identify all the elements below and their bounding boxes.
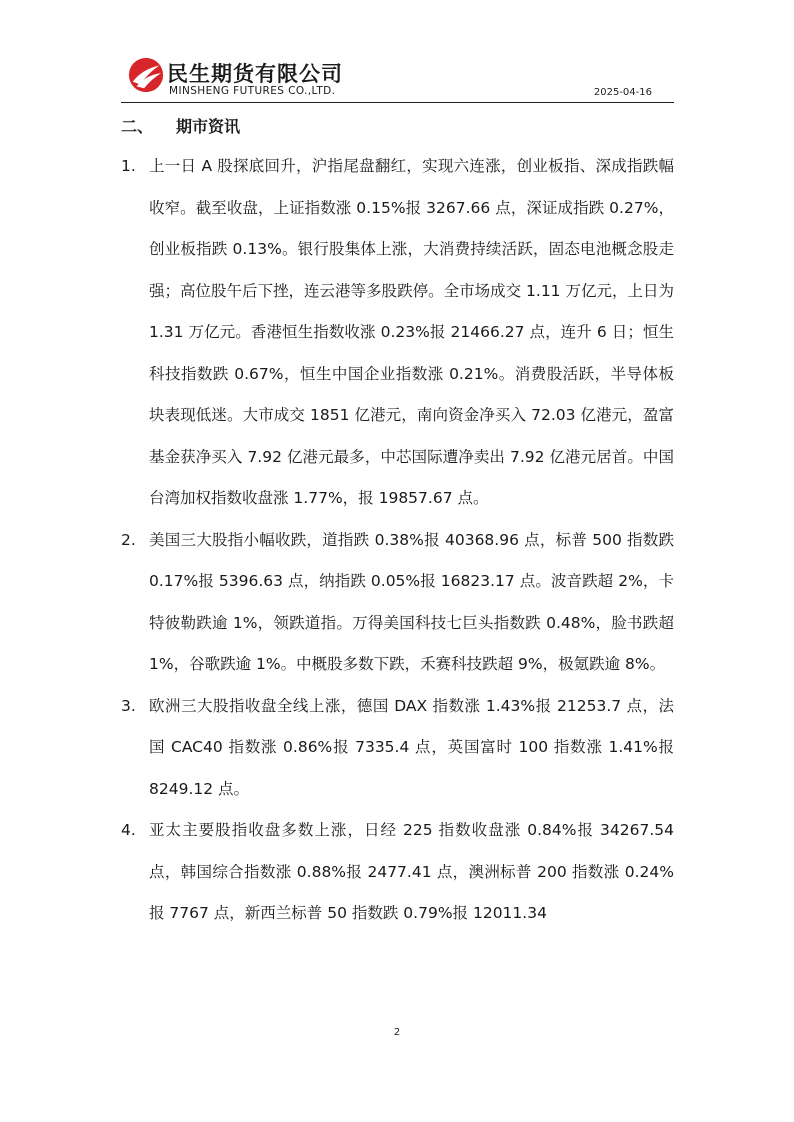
- minsheng-logo-icon: [127, 56, 165, 94]
- list-item-index: 4.: [121, 821, 136, 839]
- list-item: [121, 520, 674, 686]
- section-title: 期市资讯: [176, 117, 241, 136]
- section-number: 二、: [121, 117, 154, 136]
- section-heading: [121, 114, 240, 137]
- list-item: [121, 686, 674, 811]
- list-item-text: 亚太主要股指收盘多数上涨，日经 225 指数收盘涨 0.84%报 34267.54 点，韩国综合指数涨 0.88%报 2477.41 点，澳洲标普 200 指数涨 0.24%报 7767 点，新西兰标普 50 指数跌 0.79%报 12011.34: [149, 821, 674, 922]
- list-item-index: 2.: [121, 530, 136, 549]
- list-item: [121, 810, 674, 935]
- list-item-index: 3.: [121, 696, 136, 715]
- report-date: 2025-04-16: [593, 87, 652, 98]
- page-header: [121, 50, 674, 103]
- news-list: [121, 146, 674, 935]
- company-name-cn: 民生期货有限公司: [167, 62, 343, 86]
- list-item: [121, 146, 674, 520]
- list-item-text: 美国三大股指小幅收跌，道指跌 0.38%报 40368.96 点，标普 500 指数跌 0.17%报 5396.63 点，纳指跌 0.05%报 16823.17 点。波音跌超 2%，卡特彼勒跌逾 1%，领跌道指。万得美国科技七巨头指数跌 0.48%，脸书跌超 1%，谷歌跌逾 1%。中概股多数下跌，禾赛科技跌超 9%，极氪跌逾 8%。: [149, 530, 674, 673]
- company-name-en: MINSHENG FUTURES CO.,LTD.: [169, 85, 336, 97]
- list-item-index: 1.: [121, 157, 136, 175]
- page-number: 2: [393, 1027, 401, 1038]
- list-item-text: 上一日 A 股探底回升，沪指尾盘翻红，实现六连涨，创业板指、深成指跌幅收窄。截至收盘，上证指数涨 0.15%报 3267.66 点，深证成指跌 0.27%，创业板指跌 0.13%。银行股集体上涨，大消费持续活跃，固态电池概念股走强；高位股午后下挫，连云港等多股跌停。全市场成交 1.11 万亿元，上日为 1.31 万亿元。香港恒生指数收涨 0.23%报 21466.27 点，连升 6 日；恒生科技指数跌 0.67%，恒生中国企业指数涨 0.21%。消费股活跃，半导体板块表现低迷。大市成交 1851 亿港元，南向资金净买入 72.03 亿港元，盈富基金获净买入 7.92 亿港元最多，中芯国际遭净卖出 7.92 亿港元居首。中国台湾加权指数收盘涨 1.77%，报 19857.67 点。: [149, 157, 674, 507]
- list-item-text: 欧洲三大股指收盘全线上涨，德国 DAX 指数涨 1.43%报 21253.7 点，法国 CAC40 指数涨 0.86%报 7335.4 点，英国富时 100 指数涨 1.41%报 8249.12 点。: [149, 696, 674, 798]
